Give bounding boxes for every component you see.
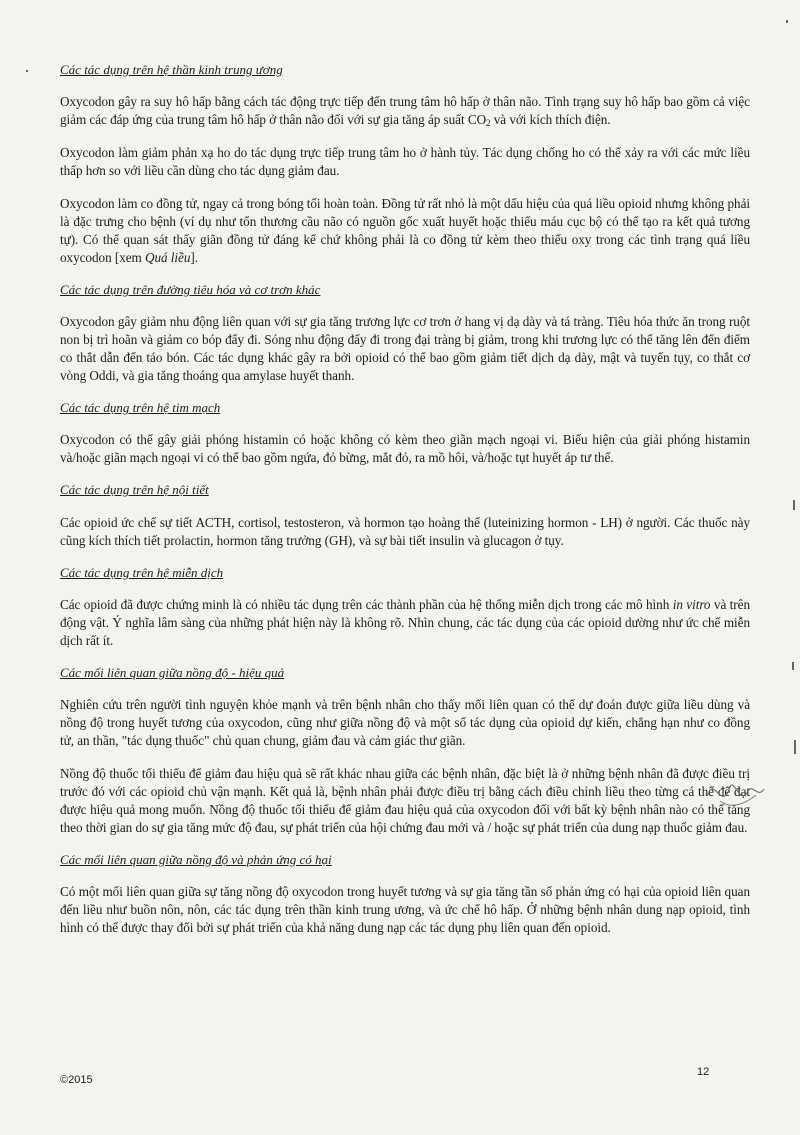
page-number: 12 (697, 1066, 710, 1078)
paragraph (60, 195, 750, 267)
scan-speck (26, 70, 28, 72)
section-heading: Các tác dụng trên đường tiêu hóa và cơ trơn khác (60, 282, 321, 298)
paragraph: Nghiên cứu trên người tình nguyện khỏe mạnh và trên bệnh nhân cho thấy mối liên quan có thể dự đoán được giữa liều dùng và nồng độ trong huyết tương của oxycodon, cũng như giữa nồng độ và một số tác dụng của opioid dự kiến, chẳng hạn như co đồng tử, an thần, "tác dụng thuốc" chủ quan chung, giảm đau và cảm giác thư giãn. (60, 696, 750, 748)
section-concentration-adverse (60, 852, 750, 937)
scan-speck (786, 20, 788, 23)
paragraph: Oxycodon làm giảm phản xạ ho do tác dụng trực tiếp trung tâm ho ở hành tủy. Tác dụng chống ho có thể xảy ra với các mức liều thấp hơn so với liều cần dùng cho tác dụng giảm đau. (60, 145, 750, 179)
section-heading: Các tác dụng trên hệ nội tiết (60, 482, 209, 498)
section-heading: Các tác dụng trên hệ thần kinh trung ương (60, 62, 283, 77)
scan-speck (793, 500, 795, 510)
scan-speck (794, 740, 796, 754)
text-run: Oxycodon làm co đồng tử, ngay cả trong bóng tối hoàn toàn. Đồng tử rất nhỏ là một dấu hiệu của quá liều opioid nhưng không phải là đặc trưng cho bệnh (ví dụ như tổn thương cầu não có nguồn gốc xuất huyết hoặc thiếu máu cục bộ có thể tạo ra kết quả tương tự). Có thể quan sát thấy giãn đồng tử đáng kể chứ không phải là co đồng tử kèm theo thiếu oxy trong các tình trạng quá liều oxycodon [xem (60, 196, 750, 266)
emphasis: Quá liều (145, 250, 191, 266)
paragraph (60, 596, 750, 650)
document-body (60, 62, 750, 952)
section-heading: Các tác dụng trên hệ tim mạch (60, 400, 221, 416)
section-cns (60, 62, 750, 267)
section-heading: Các tác dụng trên hệ miễn dịch (60, 564, 224, 580)
paragraph: Các opioid ức chế sự tiết ACTH, cortisol, testosteron, và hormon tạo hoàng thể (luteinizing hormon - LH) ở người. Các thuốc này cũng kích thích tiết prolactin, hormon tăng trưởng (GH), và sự bài tiết insulin và glucagon ở tụy. (60, 514, 750, 548)
section-endocrine (60, 482, 750, 549)
section-heading: Các mối liên quan giữa nồng độ - hiệu quả (60, 664, 285, 680)
section-heading: Các mối liên quan giữa nồng độ và phản ứng có hại (60, 851, 332, 867)
copyright-text: ©2015 (60, 1074, 93, 1086)
text-run: Oxycodon gây ra suy hô hấp bằng cách tác động trực tiếp đến trung tâm hô hấp ở thân não. Tình trạng suy hô hấp bao gồm cả việc giảm các đáp ứng của trung tâm hô hấp ở thân não đối với sự gia tăng áp suất CO (60, 94, 750, 128)
section-concentration-efficacy (60, 665, 750, 837)
text-run: và trên động vật. Ý nghĩa lâm sàng của những phát hiện này là không rõ. Nhìn chung, các tác dụng của các opioid dường như ức chế miễn dịch rất ít. (60, 596, 750, 648)
section-immune (60, 565, 750, 650)
emphasis: in vitro (672, 596, 711, 612)
paragraph: Oxycodon có thể gây giải phóng histamin có hoặc không có kèm theo giãn mạch ngoại vi. Biểu hiện của giải phóng histamin và/hoặc giãn mạch ngoại vi có thể bao gồm ngứa, đỏ bừng, mắt đỏ, ra mồ hôi, và/hoặc tụt huyết áp tư thế. (60, 432, 750, 466)
paragraph: Nồng độ thuốc tối thiểu để giảm đau hiệu quả sẽ rất khác nhau giữa các bệnh nhân, đặc biệt là ở những bệnh nhân đã được điều trị trước đó với các opioid chủ vận mạnh. Kết quả là, bệnh nhân phải được điều trị bằng cách điều chỉnh liều theo từng cá thể để đạt được hiệu quả mong muốn. Nồng độ thuốc tối thiểu để giảm đau hiệu quả của oxycodon đối với bất kỳ bệnh nhân nào có thể tăng theo thời gian do sự gia tăng mức độ đau, sự phát triển của hội chứng đau mới và / hoặc sự phát triển của dung nạp thuốc giảm đau. (60, 765, 750, 835)
paragraph: Oxycodon gây giảm nhu động liên quan với sự gia tăng trương lực cơ trơn ở hang vị dạ dày và tá tràng. Tiêu hóa thức ăn trong ruột non bị trì hoãn và giảm co bóp đẩy đi. Sóng nhu động đẩy đi trong đại tràng bị giảm, trong khi trương lực có thể tăng lên đến điểm co thắt dẫn đến táo bón. Các tác dụng khác gây ra bởi opioid có thể bao gồm giảm tiết dịch dạ dày, mật và tuyến tụy, co thắt cơ vòng Oddi, và gia tăng thoáng qua amylase huyết thanh. (60, 314, 750, 384)
paragraph: Có một mối liên quan giữa sự tăng nồng độ oxycodon trong huyết tương và sự gia tăng tần số phản ứng có hại của opioid liên quan đến liều như buồn nôn, nôn, các tác dụng trên thần kinh trung ương, và ức chế hô hấp. Ở những bệnh nhân dung nạp opioid, tình hình có thể được thay đổi bởi sự phát triển của khả năng dung nạp các tác dụng phụ liên quan đến opioid. (60, 883, 750, 935)
subscript: 2 (486, 118, 491, 129)
text-run: ]. (190, 250, 198, 266)
scan-speck (792, 662, 794, 670)
paragraph (60, 93, 750, 129)
section-gi (60, 282, 750, 385)
text-run: Các opioid đã được chứng minh là có nhiều tác dụng trên các thành phần của hệ thống miễn dịch trong các mô hình (60, 596, 673, 612)
handwritten-signature (700, 765, 770, 820)
text-run: và với kích thích điện. (490, 112, 611, 128)
section-cardiovascular (60, 400, 750, 467)
